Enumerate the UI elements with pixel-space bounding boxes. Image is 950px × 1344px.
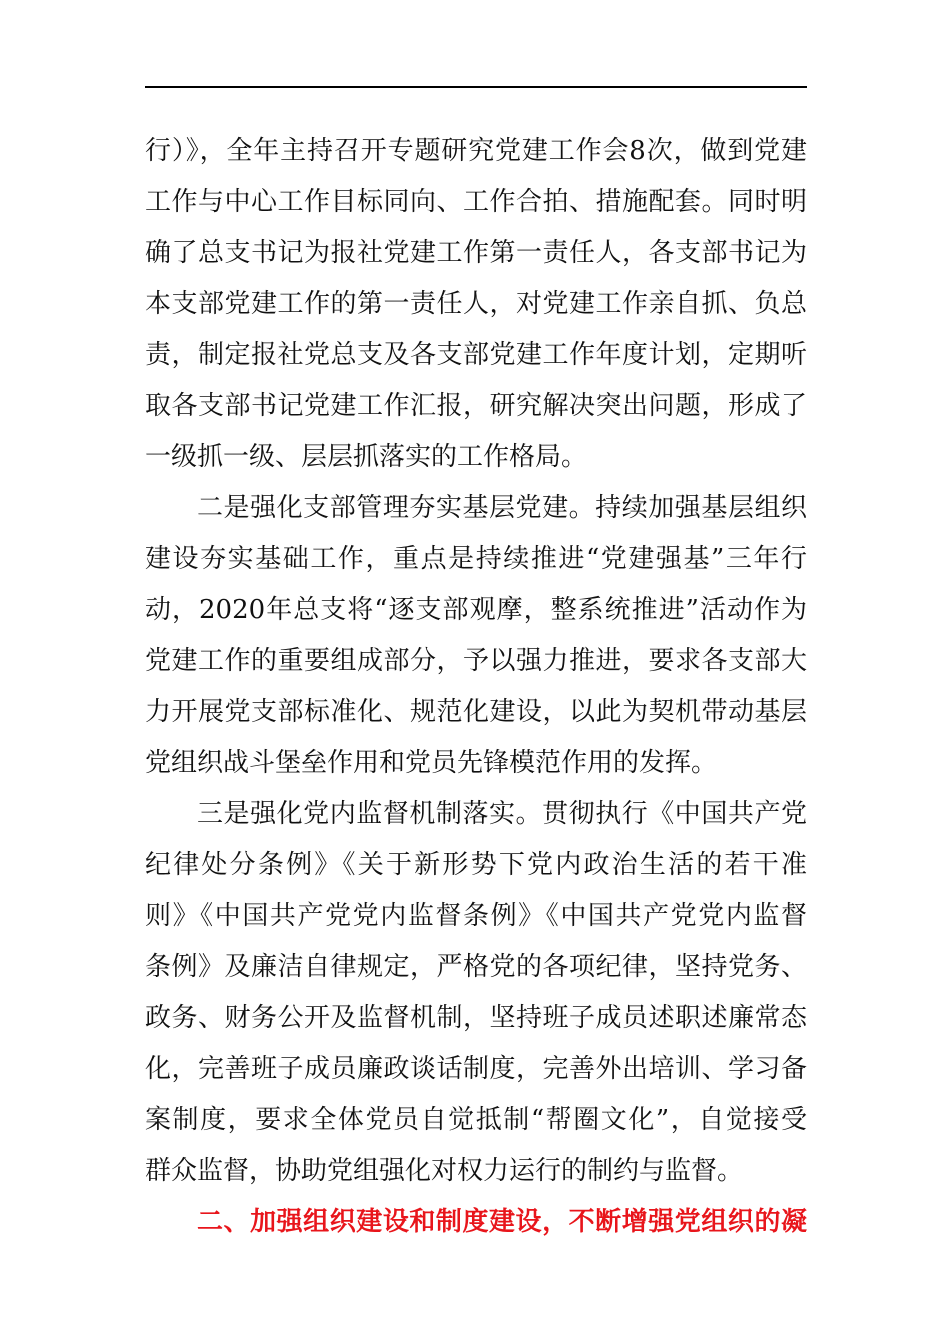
body-line: 政务、财务公开及监督机制，坚持班子成员述职述廉常态	[145, 1003, 807, 1033]
body-line: 党建工作的重要组成部分，予以强力推进，要求各支部大	[145, 646, 807, 676]
body-line: 工作与中心工作目标同向、工作合拍、措施配套。同时明	[145, 187, 807, 217]
body-line: 一级抓一级、层层抓落实的工作格局。	[145, 442, 588, 472]
body-line: 建设夯实基础工作，重点是持续推进“党建强基”三年行	[145, 544, 807, 574]
body-line: 党组织战斗堡垒作用和党员先锋模范作用的发挥。	[145, 748, 718, 778]
paragraph-start-line: 二是强化支部管理夯实基层党建。持续加强基层组织	[197, 493, 807, 523]
paragraph-start-line: 三是强化党内监督机制落实。贯彻执行《中国共产党	[197, 799, 807, 829]
body-line: 案制度，要求全体党员自觉抵制“帮圈文化”，自觉接受	[145, 1105, 807, 1135]
body-line: 本支部党建工作的第一责任人，对党建工作亲自抓、负总	[145, 289, 807, 319]
body-line: 动，2020年总支将“逐支部观摩，整系统推进”活动作为	[145, 595, 807, 625]
body-line: 化，完善班子成员廉政谈话制度，完善外出培训、学习备	[145, 1054, 807, 1084]
header-rule	[145, 86, 807, 88]
body-line: 行）》，全年主持召开专题研究党建工作会8次，做到党建	[145, 136, 807, 166]
body-line: 条例》及廉洁自律规定，严格党的各项纪律，坚持党务、	[145, 952, 807, 982]
body-line: 力开展党支部标准化、规范化建设，以此为契机带动基层	[145, 697, 807, 727]
section-heading: 二、加强组织建设和制度建设，不断增强党组织的凝	[197, 1207, 807, 1237]
body-line: 群众监督，协助党组强化对权力运行的制约与监督。	[145, 1156, 744, 1186]
body-line: 则》《中国共产党党内监督条例》《中国共产党党内监督	[145, 901, 807, 931]
document-body	[145, 126, 807, 1248]
body-line: 责，制定报社党总支及各支部党建工作年度计划，定期听	[145, 340, 807, 370]
body-line: 取各支部书记党建工作汇报，研究解决突出问题，形成了	[145, 391, 807, 421]
body-line: 确了总支书记为报社党建工作第一责任人，各支部书记为	[145, 238, 807, 268]
body-line: 纪律处分条例》《关于新形势下党内政治生活的若干准	[145, 850, 807, 880]
